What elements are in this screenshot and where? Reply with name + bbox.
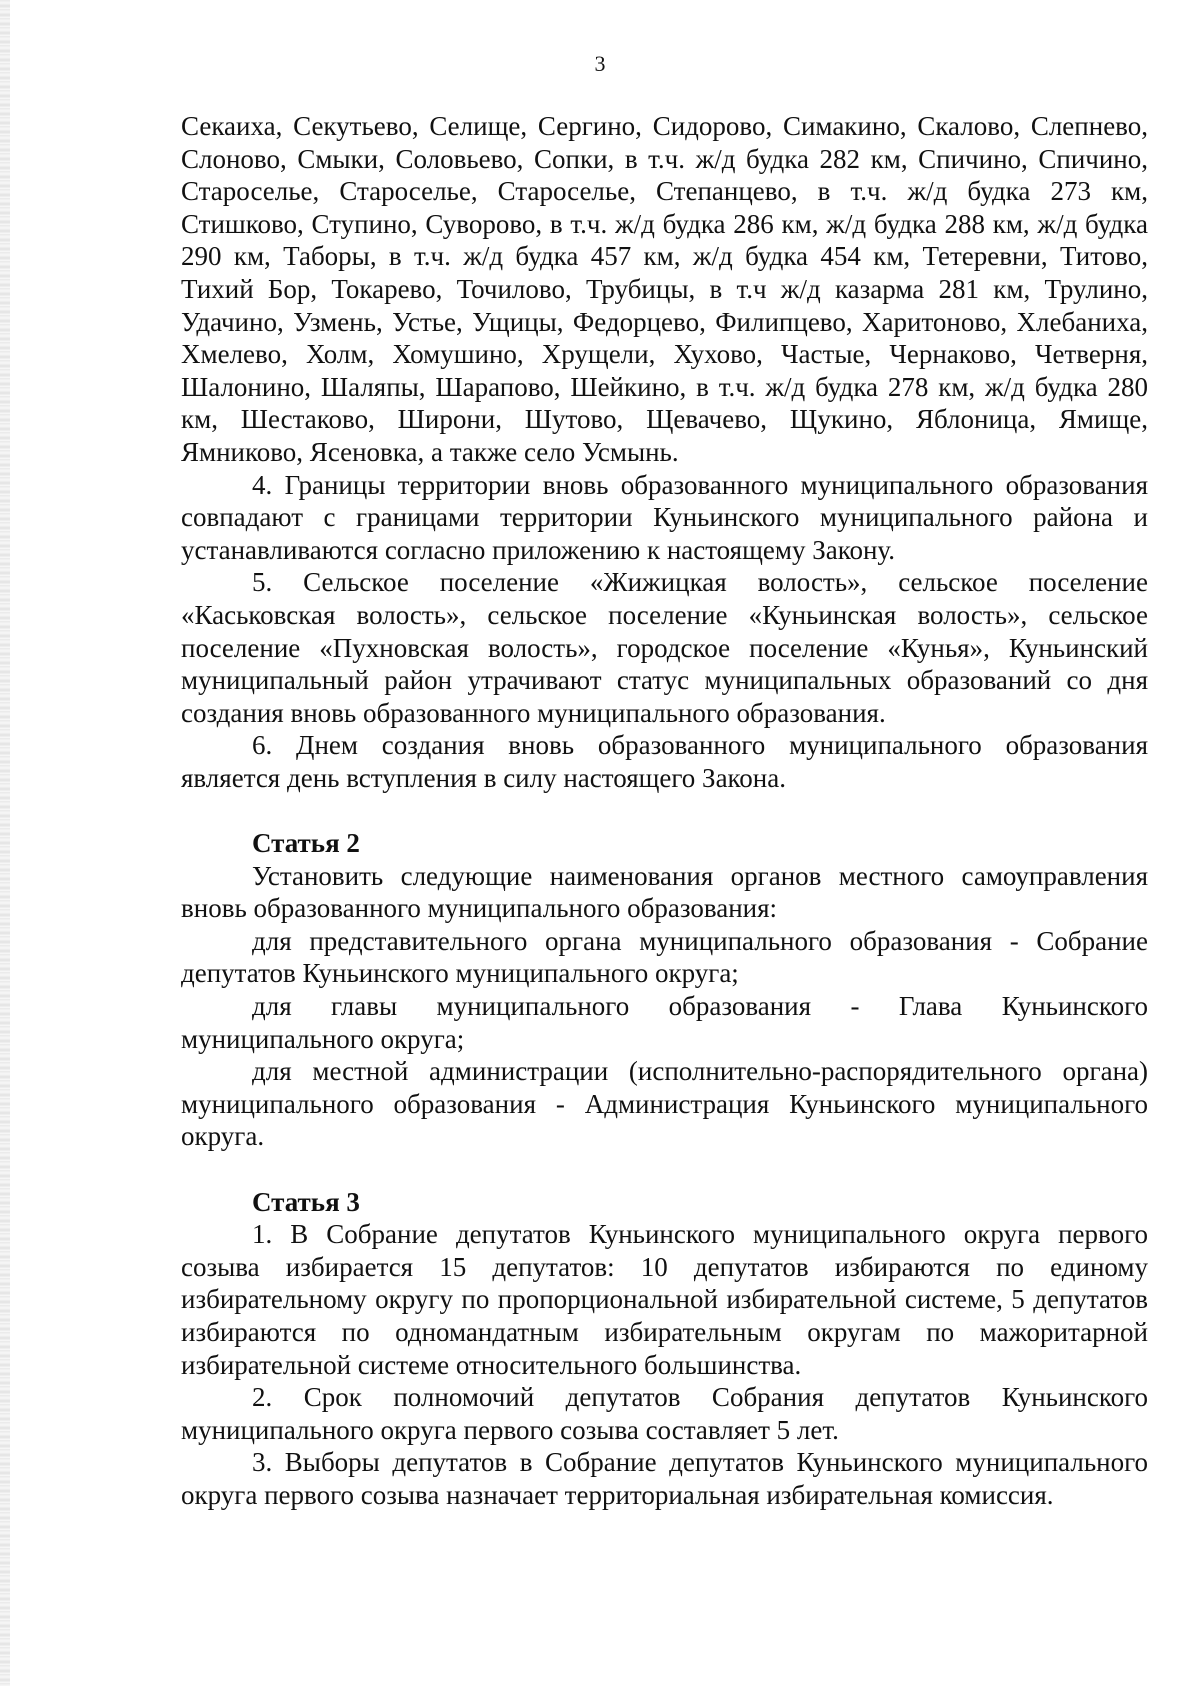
spacer — [181, 794, 1148, 827]
paragraph-5: 5. Сельское поселение «Жижицкая волость», сельское поселение «Каськовская волость», сельское поселение «Куньинская волость», сельское поселение «Пухновская волость», городское поселение «Кунья», Куньинский муниципальный район утрачивают статус муниципальных образований со дня создания вновь образованного муниципального образования. — [181, 567, 1148, 728]
spacer — [181, 1153, 1148, 1186]
page-number: 3 — [594, 51, 606, 76]
article-2-heading: Статья 2 — [252, 828, 360, 859]
paragraph-settlements-list: Секаиха, Секутьево, Селище, Сергино, Сидорово, Симакино, Скалово, Слепнево, Слоново, Смыки, Соловьево, Сопки, в т.ч. ж/д будка 282 км, Спичино, Спичино, Староселье, Староселье, Староселье, Степанцево, в т.ч. ж/д будка 273 км, Стишково, Ступино, Суворово, в т.ч. ж/д будка 286 км, ж/д будка 288 км, ж/д будка 290 км, Таборы, в т.ч. ж/д будка 457 км, ж/д будка 454 км, Тетеревни, Титово, Тихий Бор, Токарево, Точилово, Трубицы, в т.ч ж/д казарма 281 км, Трулино, Удачино, Узмень, Устье, Ущицы, Федорцево, Филипцево, Харитоново, Хлебаниха, Хмелево, Холм, Хомушино, Хрущели, Хухово, Частые, Чернаково, Четверня, Шалонино, Шаляпы, Шарапово, Шейкино, в т.ч. ж/д будка 278 км, ж/д будка 280 км, Шестаково, Широни, Шутово, Щевачево, Щукино, Яблоница, Ямище, Ямниково, Ясеновка, а также село Усмынь. — [181, 111, 1148, 467]
article-2-representative-body: для представительного органа муниципального образования - Собрание депутатов Куньинского муниципального округа; — [181, 925, 1148, 989]
scan-edge — [0, 0, 10, 1686]
document-body — [181, 110, 1148, 1512]
article-2-intro: Установить следующие наименования органов местного самоуправления вновь образованного муниципального образования: — [181, 860, 1148, 924]
paragraph-4: 4. Границы территории вновь образованного муниципального образования совпадают с границами территории Куньинского муниципального района и устанавливаются согласно приложению к настоящему Закону. — [181, 469, 1148, 565]
paragraph-6: 6. Днем создания вновь образованного муниципального образования является день вступления в силу настоящего Закона. — [181, 730, 1148, 793]
article-3-heading: Статья 3 — [252, 1186, 360, 1217]
article-3-item-2: 2. Срок полномочий депутатов Собрания депутатов Куньинского муниципального округа первого созыва составляет 5 лет. — [181, 1382, 1148, 1445]
article-3-item-3: 3. Выборы депутатов в Собрание депутатов Куньинского муниципального округа первого созыва назначает территориальная избирательная комиссия. — [181, 1447, 1148, 1510]
article-2-administration: для местной администрации (исполнительно-распорядительного органа) муниципального образования - Администрация Куньинского муниципального округа. — [181, 1056, 1148, 1152]
article-3-item-1: 1. В Собрание депутатов Куньинского муниципального округа первого созыва избирается 15 депутатов: 10 депутатов избираются по единому избирательному округу по пропорциональной избирательной системе, 5 депутатов избираются по одномандатным избирательным округам по мажоритарной избирательной системе относительного большинства. — [181, 1219, 1148, 1380]
article-2-head: для главы муниципального образования - Глава Куньинского муниципального округа; — [181, 991, 1148, 1054]
